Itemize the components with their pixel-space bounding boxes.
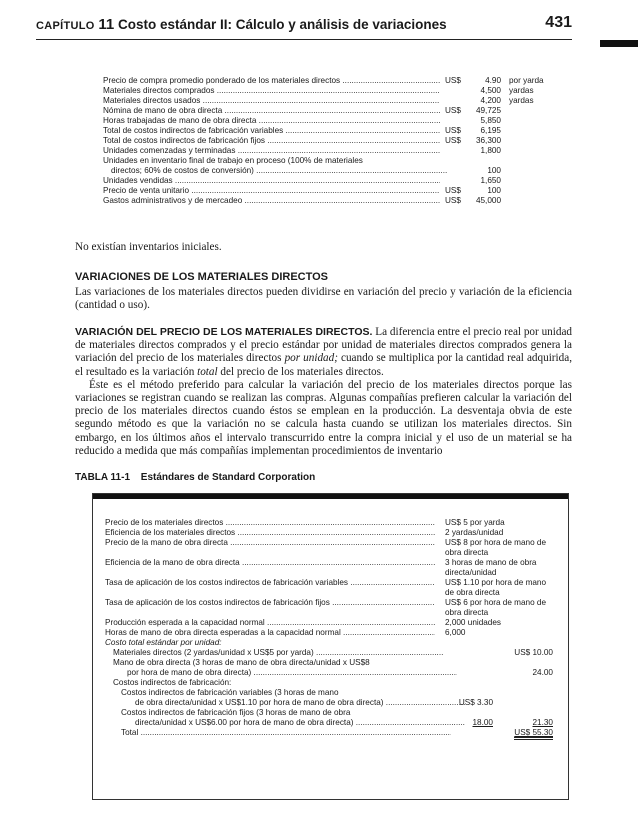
p1-text-c: del precio de los materiales directos. xyxy=(220,365,384,378)
row-currency: US$ xyxy=(445,186,461,195)
table-row xyxy=(103,86,583,96)
standard-label-text: Precio de los materiales directos xyxy=(105,518,224,527)
cost-heading-row xyxy=(105,638,560,648)
standard-label xyxy=(105,598,435,608)
table-row xyxy=(103,146,583,156)
row-label xyxy=(103,156,440,166)
row-value: 4,200 xyxy=(480,96,501,105)
labor-total: 24.00 xyxy=(532,668,553,677)
standards-rows xyxy=(105,518,560,638)
price-variance-p1 xyxy=(75,326,572,379)
chapter-word: CAPÍTULO xyxy=(36,20,95,32)
table-caption xyxy=(75,472,315,483)
standard-row xyxy=(105,538,560,558)
table-number: TABLA 11-1 xyxy=(75,472,131,483)
row-unit: yardas xyxy=(509,96,534,105)
fixed-label-2 xyxy=(105,718,465,728)
row-label-text: Unidades vendidas xyxy=(103,176,173,185)
row-label xyxy=(103,76,440,86)
row-value: 49,725 xyxy=(475,106,501,115)
standard-value: US$ 5 por yarda xyxy=(445,518,505,527)
chapter-title-text: Costo estándar II: Cálculo y análisis de variaciones xyxy=(118,17,447,32)
standard-label xyxy=(105,528,435,538)
row-label-text: Materiales directos comprados xyxy=(103,86,215,95)
standard-row xyxy=(105,578,560,598)
grand-total: US$ 55.30 xyxy=(514,728,553,740)
row-currency: US$ xyxy=(445,136,461,145)
standard-label xyxy=(105,578,435,588)
row-unit: por yarda xyxy=(509,76,544,85)
row-label xyxy=(103,146,440,156)
row-value: 45,000 xyxy=(475,196,501,205)
fixed-row-2 xyxy=(105,718,560,728)
table-row xyxy=(103,116,583,126)
variable-label-2-text: de obra directa/unidad x US$1.10 por hora de mano de obra directa) xyxy=(135,698,384,707)
p1-text-a: La diferencia entre el precio real por unidad de materiales directos comprados y el precio estándar por unidad de materiales directos comprados genera la variación del precio de los materiales directos xyxy=(75,326,573,365)
table-row xyxy=(103,176,583,186)
standard-label xyxy=(105,558,435,568)
price-variance-paragraph xyxy=(75,326,572,458)
header-rule xyxy=(36,39,572,40)
chapter-number: 11 xyxy=(98,16,115,33)
cost-heading: Costo total estándar por unidad: xyxy=(105,638,222,647)
page-header xyxy=(36,16,572,40)
standard-value: US$ 8 por hora de mano de obra directa xyxy=(445,538,547,557)
standard-value: 2 yardas/unidad xyxy=(445,528,504,537)
header-tab-marker xyxy=(600,40,638,47)
standard-label-text: Eficiencia de la mano de obra directa xyxy=(105,558,240,567)
standard-label-text: Tasa de aplicación de los costos indirectos de fabricación variables xyxy=(105,578,349,587)
grand-total-row xyxy=(105,728,560,738)
table-row xyxy=(103,166,583,176)
table-row xyxy=(103,196,583,206)
table-row xyxy=(103,156,583,166)
standard-row xyxy=(105,528,560,538)
standard-label-text: Precio de la mano de obra directa xyxy=(105,538,228,547)
row-label xyxy=(103,186,440,196)
row-currency: US$ xyxy=(445,76,461,85)
materials-label xyxy=(105,648,443,658)
row-value: 4,500 xyxy=(480,86,501,95)
section-paragraph xyxy=(75,286,572,312)
table-row xyxy=(103,136,583,146)
row-label xyxy=(103,166,448,176)
fixed-label-1: Costos indirectos de fabricación fijos (3 horas de mano de obra xyxy=(121,708,351,717)
standard-row xyxy=(105,518,560,528)
materials-row xyxy=(105,648,560,658)
materials-label-text: Materiales directos (2 yardas/unidad x US$5 por yarda) xyxy=(113,648,314,657)
row-value: 1,650 xyxy=(480,176,501,185)
overhead-heading-row xyxy=(105,678,560,688)
row-label xyxy=(103,176,440,186)
row-label-text: Unidades comenzadas y terminadas xyxy=(103,146,236,155)
row-label xyxy=(103,116,440,126)
row-label-text: Total de costos indirectos de fabricación variables xyxy=(103,126,284,135)
fixed-row-1 xyxy=(105,708,560,718)
row-value: 6,195 xyxy=(480,126,501,135)
row-label-text: Precio de compra promedio ponderado de los materiales directos xyxy=(103,76,341,85)
variable-row-1 xyxy=(105,688,560,698)
table-row xyxy=(103,96,583,106)
row-label xyxy=(103,96,440,106)
row-currency: US$ xyxy=(445,106,461,115)
labor-label-1: Mano de obra directa (3 horas de mano de obra directa/unidad x US$8 xyxy=(113,658,370,667)
variable-subtotal: US$ 3.30 xyxy=(458,698,493,707)
box-top-bar xyxy=(93,494,568,499)
row-currency: US$ xyxy=(445,196,461,205)
fixed-label-2-text: directa/unidad x US$6.00 por hora de mano de obra directa) xyxy=(135,718,354,727)
standard-label-text: Tasa de aplicación de los costos indirectos de fabricación fijos xyxy=(105,598,330,607)
standard-label-text: Eficiencia de los materiales directos xyxy=(105,528,236,537)
table-row xyxy=(103,186,583,196)
row-value: 4.90 xyxy=(485,76,501,85)
row-currency: US$ xyxy=(445,126,461,135)
table-row xyxy=(103,76,583,86)
standard-row xyxy=(105,618,560,628)
row-label xyxy=(103,196,440,206)
standard-value: US$ 1.10 por hora de mano de obra directa xyxy=(445,578,547,597)
page-number: 431 xyxy=(545,14,572,31)
row-label xyxy=(103,126,440,136)
standard-label-text: Producción esperada a la capacidad normal xyxy=(105,618,265,627)
standard-label xyxy=(105,628,435,638)
variable-row-2 xyxy=(105,698,560,708)
no-inventories-note xyxy=(75,241,572,254)
standard-row xyxy=(105,558,560,578)
standard-value: 2,000 unidades xyxy=(445,618,501,627)
row-value: 100 xyxy=(487,166,501,175)
labor-label-2 xyxy=(105,668,457,678)
run-in-heading: VARIACIÓN DEL PRECIO DE LOS MATERIALES DIRECTOS. xyxy=(75,326,373,338)
standard-value: 3 horas de mano de obra directa/unidad xyxy=(445,558,537,577)
no-inventories-text: No existían inventarios iniciales. xyxy=(75,241,222,253)
standard-row xyxy=(105,598,560,618)
row-label xyxy=(103,106,440,116)
total-label xyxy=(105,728,451,738)
labor-row-2 xyxy=(105,668,560,678)
chapter-title xyxy=(36,16,447,33)
overhead-total: 21.30 xyxy=(532,718,553,727)
row-label-text: Precio de venta unitario xyxy=(103,186,190,195)
materials-total: US$ 10.00 xyxy=(514,648,553,657)
row-label-text: Unidades en inventario final de trabajo en proceso (100% de materiales xyxy=(103,156,363,165)
overhead-heading: Costos indirectos de fabricación: xyxy=(113,678,232,687)
standard-value: US$ 6 por hora de mano de obra directa xyxy=(445,598,547,617)
variable-label-2 xyxy=(105,698,465,708)
labor-label-2-text: por hora de mano de obra directa) xyxy=(127,668,252,677)
row-value: 36,300 xyxy=(475,136,501,145)
standard-label xyxy=(105,538,435,548)
row-label-text: Nómina de mano de obra directa xyxy=(103,106,223,115)
standard-label xyxy=(105,618,435,628)
row-label xyxy=(103,136,440,146)
row-label-text: Horas trabajadas de mano de obra directa xyxy=(103,116,257,125)
standard-label xyxy=(105,518,435,528)
p1-text-b: cuando se multiplica por la cantidad real adquirida, el resultado es la variación xyxy=(75,352,572,378)
standards-table xyxy=(105,518,560,738)
row-value: 1,800 xyxy=(480,146,501,155)
variable-label-1: Costos indirectos de fabricación variables (3 horas de mano xyxy=(121,688,339,697)
standard-row xyxy=(105,628,560,638)
table-title: Estándares de Standard Corporation xyxy=(140,472,316,483)
table-row xyxy=(103,106,583,116)
labor-row-1 xyxy=(105,658,560,668)
price-variance-p2: Éste es el método preferido para calcular la variación del precio de los materiales directos porque las variaciones se registran cuando se realizan las compras. Algunas compañías prefieren calcular la variación del precio de los materiales directos cuando éstos se emplean en la producción. La desventaja obvia de este segundo método es que la variación no se calcula hasta cuando se utilizan los materiales directos. Sin embargo, en los últimos años el intervalo transcurrido entre la compra inicial y el uso de un material se ha reducido a medida que más compañías implementan procedimientos de inventario xyxy=(75,378,572,457)
row-value: 5,850 xyxy=(480,116,501,125)
p1-emphasis-1: por unidad; xyxy=(284,352,338,365)
standard-label-text: Horas de mano de obra directa esperadas a la capacidad normal xyxy=(105,628,341,637)
row-label-text: directos; 60% de costos de conversión) xyxy=(111,166,254,175)
section-paragraph-text: Las variaciones de los materiales directos pueden dividirse en variación del precio y variación de la eficiencia (cantidad o uso). xyxy=(75,286,572,312)
fixed-subtotal: 18.00 xyxy=(472,718,493,727)
p1-emphasis-2: total xyxy=(197,365,218,378)
row-label-text: Total de costos indirectos de fabricación fijos xyxy=(103,136,266,145)
row-label-text: Materiales directos usados xyxy=(103,96,201,105)
row-label-text: Gastos administrativos y de mercadeo xyxy=(103,196,243,205)
table-row xyxy=(103,126,583,136)
row-label xyxy=(103,86,440,96)
row-unit: yardas xyxy=(509,86,534,95)
row-value: 100 xyxy=(487,186,501,195)
standard-value: 6,000 xyxy=(445,628,466,637)
section-heading: VARIACIONES DE LOS MATERIALES DIRECTOS xyxy=(75,271,329,283)
cost-data-table xyxy=(103,76,583,206)
total-label-text: Total xyxy=(121,728,139,737)
